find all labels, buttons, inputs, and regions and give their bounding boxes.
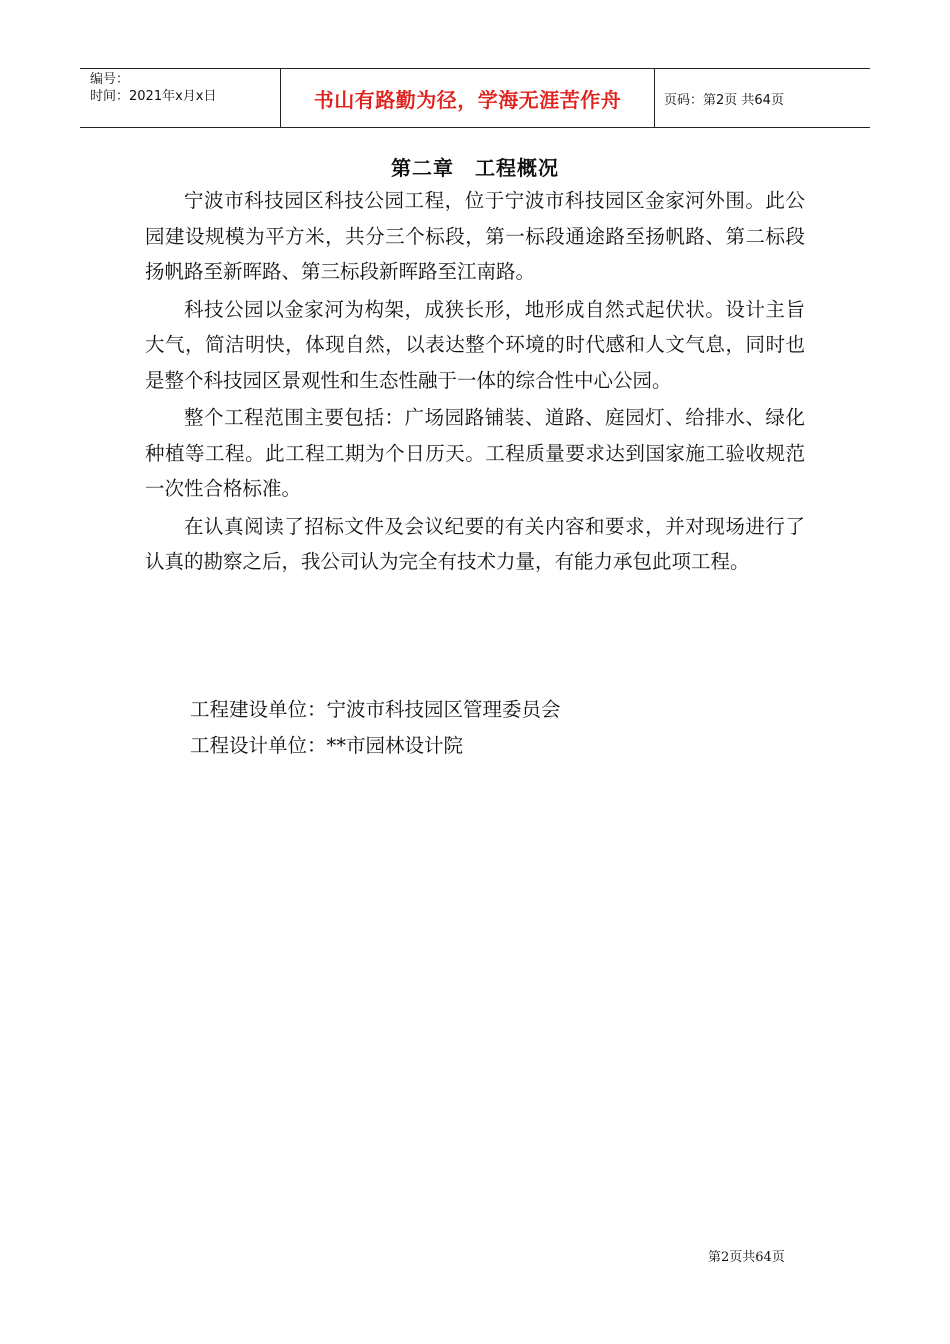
- header-page-cell: [655, 69, 870, 127]
- signature-block: [190, 692, 561, 764]
- document-date-label: 时间：2021年x月x日: [90, 89, 217, 104]
- header-motto-cell: [281, 69, 655, 127]
- paragraph-park-design: 科技公园以金家河为构架，成狭长形，地形成自然式起伏状。设计主旨大气，简洁明快，体现自然，以表达整个环境的时代感和人文气息，同时也是整个科技园区景观性和生态性融于一体的综合性中心公园。: [145, 297, 805, 392]
- paragraph-project-scope: 整个工程范围主要包括：广场园路铺装、道路、庭园灯、给排水、绿化种植等工程。此工程工期为个日历天。工程质量要求达到国家施工验收规范一次性合格标准。: [145, 406, 805, 500]
- header-page-number: 页码：第2页 共64页: [664, 92, 784, 108]
- design-unit: 工程设计单位：**市园林设计院: [190, 734, 464, 757]
- construction-unit: 工程建设单位：宁波市科技园区管理委员会: [190, 698, 561, 721]
- chapter-title: 第二章 工程概况: [391, 156, 559, 180]
- header-motto: 书山有路勤为径，学海无涯苦作舟: [313, 87, 622, 112]
- header-meta-cell: [80, 69, 281, 127]
- page-header-table: [80, 68, 870, 128]
- page-footer: 第2页共64页: [708, 1250, 785, 1265]
- document-body: [145, 183, 805, 582]
- paragraph-company-capability: 在认真阅读了招标文件及会议纪要的有关内容和要求，并对现场进行了认真的勘察之后，我公司认为完全有技术力量，有能力承包此项工程。: [145, 514, 805, 573]
- document-number-label: 编号：: [90, 72, 130, 87]
- paragraph-project-location: 宁波市科技园区科技公园工程，位于宁波市科技园区金家河外围。此公园建设规模为平方米，共分三个标段，第一标段通途路至扬帆路、第二标段扬帆路至新晖路、第三标段新晖路至江南路。: [145, 189, 805, 283]
